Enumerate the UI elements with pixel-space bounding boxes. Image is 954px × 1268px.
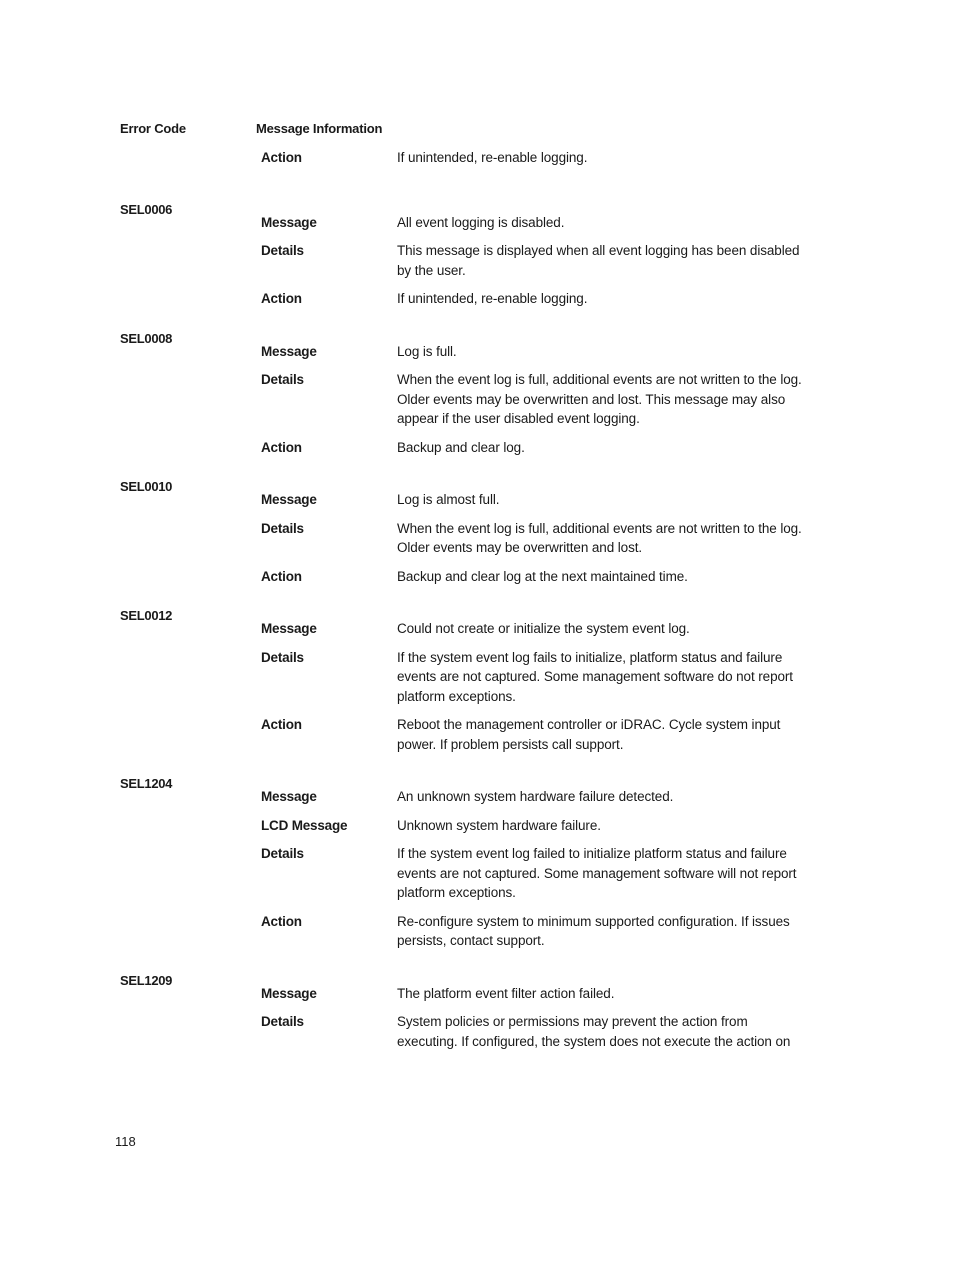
row-value: If the system event log failed to initialize platform status and failure events are not captured. Some management software will not report platform exceptions.: [397, 846, 797, 900]
entry-rows: [0, 330, 954, 458]
error-entry: [0, 201, 954, 309]
row-label: Details: [261, 243, 304, 258]
row-label: Details: [261, 520, 304, 536]
entry-rows: [0, 775, 954, 951]
detail-row: [0, 148, 954, 168]
row-value: When the event log is full, additional events are not written to the log. Older events may be overwritten and lost. This message may also appear if the user disabled event logging.: [397, 372, 802, 426]
row-value: If unintended, re-enable logging.: [397, 291, 588, 306]
row-value: All event logging is disabled.: [397, 214, 565, 230]
row-label: Action: [261, 913, 302, 929]
row-value: The platform event filter action failed.: [397, 985, 615, 1001]
row-value: If the system event log fails to initialize, platform status and failure events are not captured. Some management software do not report platform exceptions.: [397, 649, 793, 704]
continuation-block: [0, 148, 954, 168]
detail-row: [0, 370, 954, 429]
row-label: Message: [261, 789, 317, 804]
detail-row: [0, 912, 954, 951]
error-code: SEL0006: [120, 201, 173, 217]
error-code: SEL1204: [120, 776, 173, 791]
detail-row: [0, 844, 954, 903]
detail-row: [0, 715, 954, 754]
row-value: Reboot the management controller or iDRAC. Cycle system input power. If problem persists call support.: [397, 717, 781, 752]
detail-row: [0, 241, 954, 280]
error-entry: [0, 775, 954, 951]
column-header-message-information: Message Information: [256, 121, 383, 136]
row-label: Message: [261, 492, 317, 507]
error-code: SEL0008: [120, 330, 173, 346]
row-value: This message is displayed when all event logging has been disabled by the user.: [397, 243, 800, 278]
row-value: System policies or permissions may prevent the action from executing. If configured, the system does not execute the action on: [397, 1014, 791, 1049]
row-label: Message: [261, 214, 317, 230]
row-label: Details: [261, 649, 304, 665]
row-label: Message: [261, 621, 317, 636]
page-number: 118: [115, 1134, 136, 1149]
detail-row: [0, 1012, 954, 1051]
detail-row: [0, 519, 954, 558]
row-value: Could not create or initialize the system event log.: [397, 621, 690, 636]
error-entry: [0, 972, 954, 1052]
error-code: SEL1209: [120, 972, 173, 988]
entry-rows: [0, 607, 954, 754]
row-value: Unknown system hardware failure.: [397, 817, 601, 833]
column-header-error-code: Error Code: [120, 121, 186, 136]
row-value: Re-configure system to minimum supported configuration. If issues persists, contact support.: [397, 913, 790, 948]
row-label: Action: [261, 717, 302, 732]
error-entry: [0, 330, 954, 458]
row-label: Action: [261, 439, 302, 455]
row-label: Message: [261, 343, 317, 359]
row-label: Details: [261, 1014, 304, 1029]
detail-row: [0, 567, 954, 587]
row-label: LCD Message: [261, 817, 348, 833]
row-label: Details: [261, 846, 304, 861]
row-value: When the event log is full, additional events are not written to the log. Older events may be overwritten and lost.: [397, 520, 802, 555]
detail-row: [0, 648, 954, 707]
row-value: If unintended, re-enable logging.: [397, 150, 588, 165]
row-value: Backup and clear log.: [397, 439, 525, 455]
row-value: An unknown system hardware failure detected.: [397, 789, 674, 804]
row-value: Log is full.: [397, 343, 457, 359]
row-value: Backup and clear log at the next maintained time.: [397, 568, 688, 584]
entries-list: [0, 201, 954, 1052]
error-code: SEL0012: [120, 608, 173, 623]
detail-row: [0, 438, 954, 458]
error-code: SEL0010: [120, 479, 173, 494]
detail-row: [0, 289, 954, 309]
row-label: Details: [261, 372, 304, 387]
error-entry: [0, 478, 954, 586]
row-label: Action: [261, 568, 302, 584]
detail-row: [0, 816, 954, 836]
error-entry: [0, 607, 954, 754]
row-label: Action: [261, 291, 302, 306]
row-label: Action: [261, 150, 302, 165]
error-code-table: [0, 148, 954, 1060]
row-value: Log is almost full.: [397, 492, 500, 507]
row-label: Message: [261, 985, 317, 1001]
